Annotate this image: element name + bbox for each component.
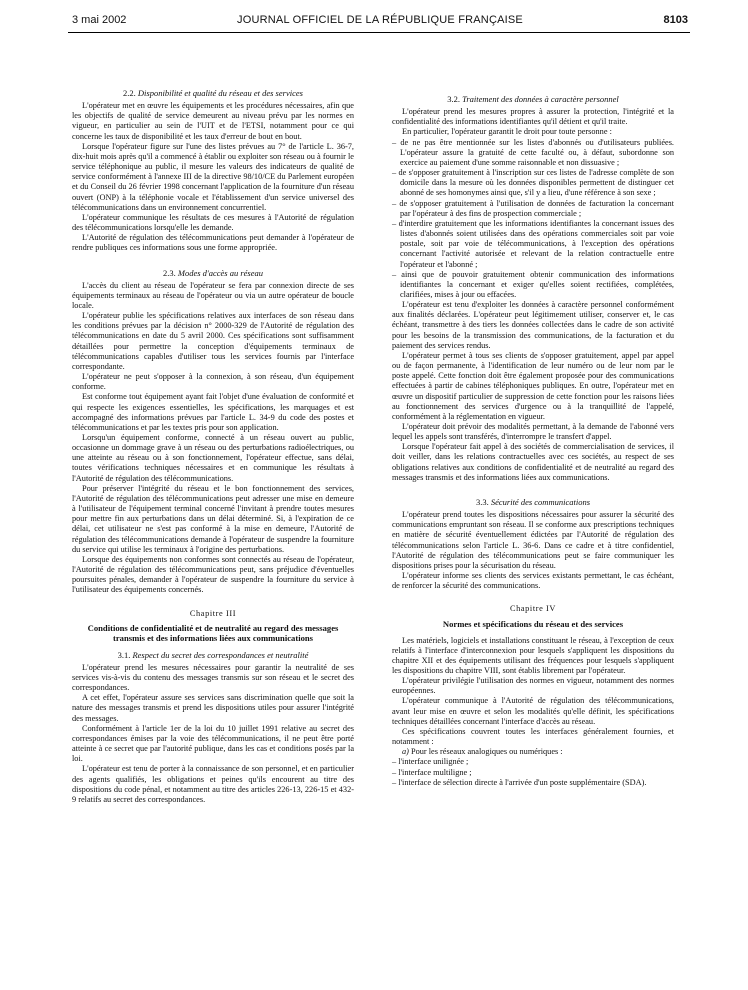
paragraph: L'opérateur est tenu de porter à la connaissance de son personnel, et en particulier des agents qualifiés, les obligations et peines qu'ils encourent au titre des dispositions du code pénal, et notamment au titre des articles 226-13, 226-15 et 432-9 relatifs au secret des correspondances. [72,764,354,804]
left-column [72,88,354,805]
list-item: – l'interface unilignée ; [392,757,469,767]
section-title-2-3: 2.3. Modes d'accès au réseau [162,267,264,278]
list-lead: a) Pour les réseaux analogiques ou numériques : [402,747,563,757]
paragraph: L'opérateur prend toutes les dispositions nécessaires pour assurer la sécurité des communications empruntant son réseau. Il se conforme aux prescriptions techniques en matière de sécurité éventuellement édictées par l'Autorité de régulation des télécommunications selon l'article L. 36-6. Dans ce cadre et à titre confidentiel, l'Autorité de régulation des télécommunications peut se faire communiquer les dispositions prises pour la sécurisation du réseau. [392,510,674,570]
paragraph: L'opérateur met en œuvre les équipements et les procédures nécessaires, afin que les objectifs de qualité de service demeurent au niveau prévu par les normes en vigueur, en particulier au sein de l'UIT et de l'ETSI, notamment pour ce qui concerne les taux de disponibilité et les taux d'erreur de bout en bout. [72,101,354,141]
paragraph: Lorsque des équipements non conformes sont connectés au réseau de l'opérateur, l'Autorité de régulation des télécommunications peut, sans préjudice d'éventuelles poursuites pénales, demander à l'opérateur de suspendre la fourniture du service à l'utilisateur des équipements concernés. [72,554,354,595]
section-title-3-1: 3.1. Respect du secret des correspondances et neutralité [117,649,309,660]
paragraph: Conformément à l'article 1er de la loi du 10 juillet 1991 relative au secret des correspondances émises par la voie des télécommunications, il ne peut être porté atteinte à ce secret que par l'autorité publique, dans les cas et conditions posés par la loi. [72,723,354,764]
header-journal-title: JOURNAL OFFICIEL DE LA RÉPUBLIQUE FRANÇAISE [237,14,523,26]
paragraph: Les matériels, logiciels et installations constituant le réseau, à l'exception de ceux relatifs à l'interface d'interconnexion pour lesquels s'appliquent les dispositions du chapitre XII et des équipements utilisant des fréquences pour lesquels s'appliquent les dispositions du chapitre VIII, sont établis librement par l'opérateur. [392,635,674,675]
section-title-2-2: 2.2. Disponibilité et qualité du réseau et des services [123,88,303,98]
paragraph: L'opérateur communique les résultats de ces mesures à l'Autorité de régulation des télécommunications lorsqu'elle les demande. [72,212,354,233]
paragraph: L'opérateur doit prévoir des modalités permettant, à la demande de l'abonné vers lequel les appels sont transférés, d'interrompre le transfert d'appel. [392,422,674,442]
list-letter: a) [402,747,409,757]
list-item: – de ne pas être mentionnée sur les listes d'abonnés ou d'utilisateurs publiées. L'opérateur assure la gratuité de cette faculté ou, à défaut, subordonne son exercice au paiement d'une somme raisonnable et non dissuasive ; [392,137,674,167]
list-item: – ainsi que de pouvoir gratuitement obtenir communication des informations identifiantes la concernant et exiger qu'elles soient rectifiées, complétées, clarifiées, mises à jour ou effacées. [392,269,674,299]
paragraph: Lorsqu'un équipement conforme, connecté à un réseau ouvert au public, occasionne un dommage grave à un réseau ou des perturbations radioélectriques, ou une atteinte au réseau ou à son fonctionnement, l'opérateur effectue, sans délai, toutes vérifications techniques nécessaires et en communique les résultats à l'Autorité de régulation des télécommunications. [72,433,354,483]
paragraph: L'opérateur est tenu d'exploiter les données à caractère personnel conformément aux finalités déclarées. L'opérateur peut légitimement utiliser, conserver et, le cas échéant, transmettre à des tiers les données collectées dans le cadre de son activité pour les besoins de la transmission des communications, de la facturation et du paiement des services rendus. [392,300,674,350]
paragraph: En particulier, l'opérateur garantit le droit pour toute personne : [402,127,612,137]
paragraph: L'opérateur prend les mesures propres à assurer la protection, l'intégrité et la confidentialité des informations identifiantes qu'il détient et qu'il traite. [392,107,674,127]
list-item: – d'interdire gratuitement que les informations identifiantes la concernant issues des listes d'abonnés soient utilisées dans des opérations commerciales soit par voie postale, soit par voie de télécommunications, à l'exception des opérations concernant l'activité autorisée et relevant de la relation contractuelle entre l'opérateur et l'abonné ; [392,218,674,269]
right-column [392,94,674,788]
paragraph: L'opérateur ne peut s'opposer à la connexion, à son réseau, d'un équipement conforme. [72,372,354,392]
paragraph: L'accès du client au réseau de l'opérateur se fera par connexion directe de ses équipements terminaux au réseau de l'opérateur ou via un autre opérateur de boucle locale. [72,280,354,310]
chapter-title-3: Conditions de confidentialité et de neutralité au regard des messages transmis et des informations liées aux communications [87,622,339,643]
paragraph: L'opérateur informe ses clients des services existants permettant, le cas échéant, de renforcer la sécurité des communications. [392,571,674,591]
list-item: – de s'opposer gratuitement à l'inscription sur ces listes de l'adresse complète de son domicile dans la mesure où les données disponibles permettent de distinguer cet abonné de ses homonymes ainsi que, s'il y a lieu, d'une référence à son sexe ; [392,168,674,198]
section-title-3-2: 3.2. Traitement des données à caractère personnel [447,94,619,104]
paragraph: L'opérateur publie les spécifications relatives aux interfaces de son réseau dans les conditions prévues par la décision n° 2000-329 de l'Autorité de régulation des télécommunications en date du 5 avril 2000. Ces spécifications sont suffisamment détaillées pour permettre la conception d'équipements terminaux de télécommunications capables d'utiliser tous les services fournis par l'interface correspondante. [72,311,354,371]
paragraph: A cet effet, l'opérateur assure ses services sans discrimination quelle que soit la nature des messages transmis et prend les dispositions utiles pour assurer l'intégrité des messages. [72,693,354,723]
header-rule [68,32,690,33]
section-title-3-3: 3.3. Sécurité des communications [475,496,591,507]
paragraph: L'opérateur privilégie l'utilisation des normes en vigueur, notamment des normes européennes. [392,676,674,696]
header-page-number: 8103 [663,14,688,26]
paragraph: L'Autorité de régulation des télécommunications peut demander à l'opérateur de rendre publiques ces informations sous une forme appropriée. [72,233,354,253]
paragraph: Pour préserver l'intégrité du réseau et le bon fonctionnement des services, l'Autorité de régulation des télécommunications peut adresser une mise en demeure à l'utilisateur de l'équipement terminal concerné l'invitant à prendre toutes mesures pour mettre fin aux perturbations dans un délai déterminé. Si, à l'expiration de ce délai, cet utilisateur ne s'est pas conformé à la mise en demeure, l'Autorité de régulation des télécommunications demande à l'opérateur de suspendre la fourniture du service qui utilise les terminaux à l'origine des perturbations. [72,483,354,554]
chapter-title-4: Normes et spécifications du réseau et des services [442,618,624,629]
paragraph: Lorsque l'opérateur figure sur l'une des listes prévues au 7° de l'article L. 36-7, dix-huit mois après qu'il a commencé à établir ou exploiter son réseau ou à fournir le service téléphonique au public, il mesure les valeurs des indicateurs de qualité de service conformément à l'annexe III de la directive 98/10/CE du Parlement européen et du Conseil du 26 février 1998 concernant l'application de la fourniture d'un réseau ouvert (ONP) à la téléphonie vocale et l'établissement d'un service universel des télécommunications dans un environnement concurrentiel. [72,141,354,212]
chapter-label-3: Chapitre III [189,608,237,618]
page-header [72,14,688,30]
paragraph: Est conforme tout équipement ayant fait l'objet d'une évaluation de conformité et qui respecte les exigences essentielles, les spécifications, les marquages et est accompagné des informations prévues par l'article L. 34-9 du code des postes et télécommunications et par les textes pris pour son application. [72,392,354,432]
paragraph: Lorsque l'opérateur fait appel à des sociétés de commercialisation de services, il doit veiller, dans les relations contractuelles avec ces sociétés, au respect de ses obligations relatives aux conditions de confidentialité et de neutralité au regard des messages transmis et des informations liées aux communications. [392,442,674,482]
chapter-label-4: Chapitre IV [510,604,556,614]
paragraph: Ces spécifications couvrent toutes les interfaces généralement fournies, et notamment : [392,726,674,747]
paragraph: L'opérateur permet à tous ses clients de s'opposer gratuitement, appel par appel ou de façon permanente, à l'identification de leur numéro ou de leur nom par le poste appelé. Cette fonction doit être également proposée pour des communications effectuées à partir de cabines téléphoniques publiques. En outre, l'opérateur met en œuvre un dispositif particulier de suppression de cette fonction pour les raisons liées au fonctionnement des services d'urgence ou à la tranquillité de l'appelé, conformément à la réglementation en vigueur. [392,350,674,421]
list-item: – l'interface de sélection directe à l'arrivée d'un poste supplémentaire (SDA). [392,777,647,787]
paragraph: L'opérateur prend les mesures nécessaires pour garantir la neutralité de ses services vis-à-vis du contenu des messages transmis sur son réseau et le secret des correspondances. [72,662,354,693]
list-item: – l'interface multiligne ; [392,767,472,777]
paragraph: L'opérateur communique à l'Autorité de régulation des télécommunications, avant leur mise en œuvre et selon les modalités qu'elle définit, les spécifications techniques détaillées concernant l'interface d'accès au réseau. [392,696,674,726]
header-date: 3 mai 2002 [72,14,127,26]
list-item: – de s'opposer gratuitement à l'utilisation de données de facturation la concernant par l'opérateur à des fins de prospection commerciale ; [392,198,674,218]
